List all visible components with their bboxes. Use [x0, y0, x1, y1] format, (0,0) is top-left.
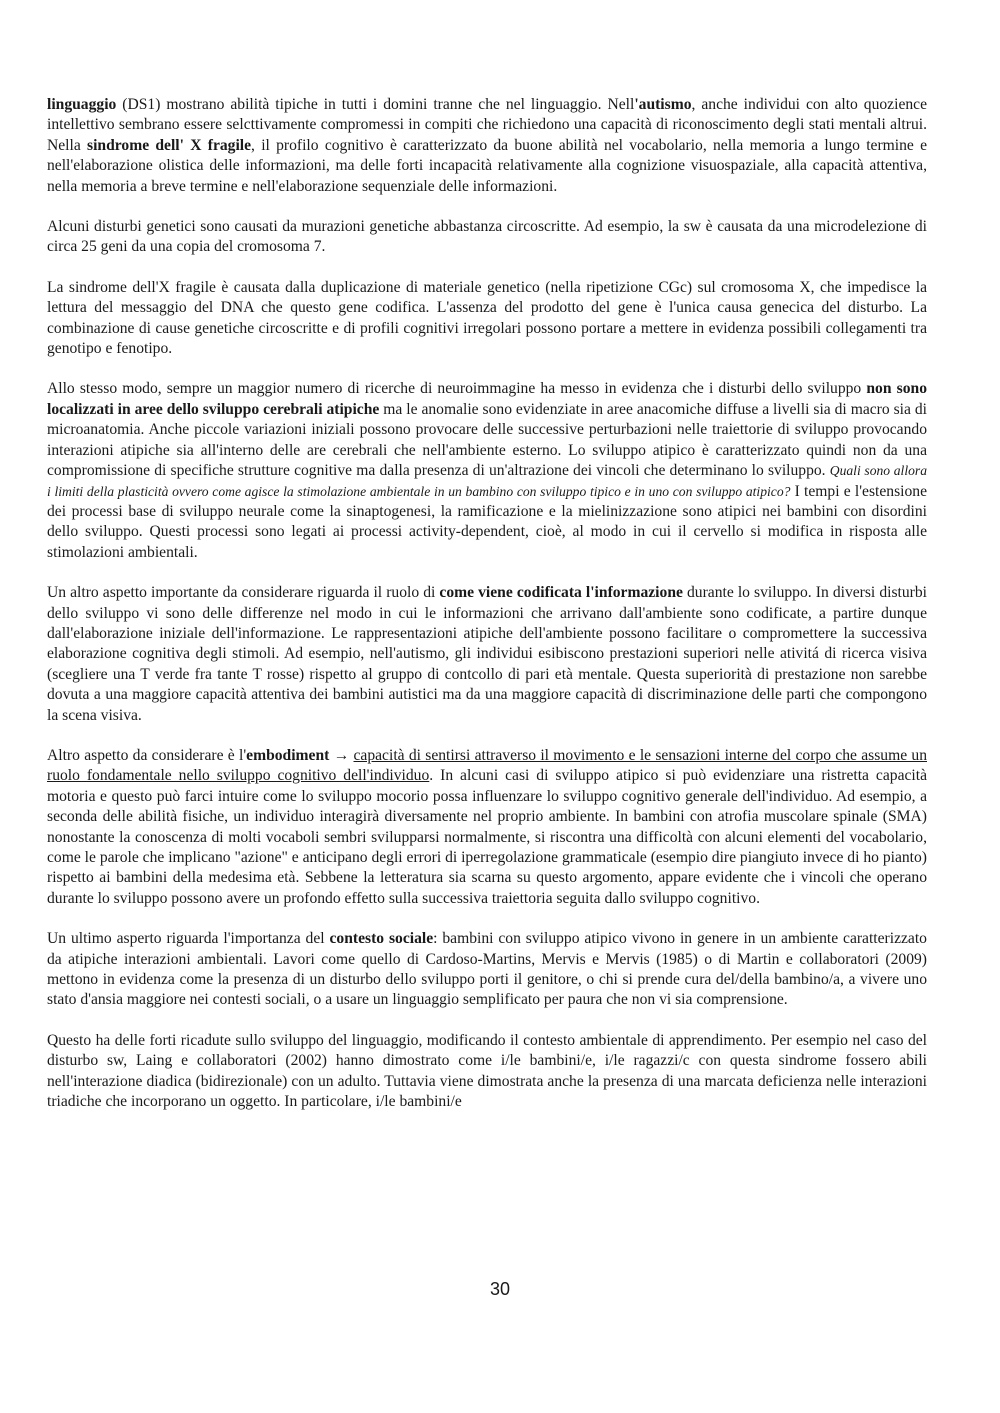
bold-term-linguaggio: linguaggio [47, 96, 117, 113]
text-run: , il profilo cognitivo è caratterizzato da buone abilità nel vocabolario, nella memoria a lungo termine e nell'elaborazione olistica delle informazioni, ma delle forti incapacità relativamente alla cognizione visuospaziale, alla capacità attentiva, nella memoria a breve termine e nell'elaborazione sequenziale delle informazioni. [47, 136, 928, 195]
underlined-definition: capacità di sentirsi attraverso il movimento e le sensazioni interne del corpo che assume un ruolo fondamentale nello sviluppo cognitivo dell'individuo [47, 746, 927, 785]
bold-phrase-codifica: come viene codificata l'informazione [439, 584, 683, 602]
bold-phrase-non-localizzati: non sono localizzati in aree dello sviluppo cerebrali atipiche [47, 380, 927, 418]
text-run: durante lo sviluppo. In diversi disturbi dello sviluppo vi sono delle differenze nel modo in cui le informazioni che arrivano dall'ambiente sono codificate, a partire dunque dall'elaborazione iniziale dell'informazione. Le rappresentazioni atipiche dell'ambiente possono facilitare o compromettere la successiva elaborazione cognitiva degli stimoli. Ad esempio, nell'autismo, gli individui esibiscono prestazioni superiori nelle ativitá di ricerca visiva (scegliere una T verde fra tante T rosse) rispetto al gruppo di contcollo di pari età mentale. Questa superiorità di prestazione non sarebbe dovuta a una maggiore capacità attentiva dei bambini autistici ma da una maggiore capacità di discriminazione delle parti che compongono la scena visiva. [47, 584, 927, 724]
document-body [47, 95, 927, 1132]
paragraph-social-context [47, 929, 927, 1011]
paragraph-genetic-mutations: Alcuni disturbi genetici sono causati da murazioni genetiche abbastanza circoscritte. Ad esempio, la sw è causata da una microdelezione di circa 25 geni da una copia del cromosoma 7. [47, 218, 927, 256]
page-number: 30 [489, 1279, 511, 1299]
paragraph-embodiment [47, 746, 927, 909]
paragraph-language-impact: Questo ha delle forti ricadute sullo sviluppo del linguaggio, modificando il contesto ambientale di apprendimento. Per esempio nel caso del disturbo sw, Laing e collaboratori (2002) hanno dimostrato come i/le bambini/e, i/le ragazzi/c con questa sindrome fossero abili nell'interazione diadica (bidirezionale) con un adulto. Tuttavia viene dimostrata anche la presenza di una marcata deficienza nelle interazioni triadiche che incorporano un oggetto. In particolare, i/le bambini/e [47, 1031, 927, 1111]
bold-term-x-fragile: sindrome dell' X fragile [87, 136, 252, 154]
text-run: I tempi e l'estensione dei processi base di sviluppo neurale come la sinaptogenesi, la ramificazione e la mielinizzazione sono atipici nei bambini con disordini dello sviluppo. Questi processi sono legati ai processi activity-dependent, cioè, al modo in cui il cervello si modifica in risposta alle stimolazioni ambientali. [47, 482, 927, 561]
text-run: Allo stesso modo, sempre un maggior numero di ricerche di neuroimmagine ha messo in evidenza che i disturbi dello sviluppo [47, 380, 867, 398]
text-run: : bambini con sviluppo atipico vivono in genere in un ambiente caratterizzato da atipiche interazioni ambientali. Lavori come quello di Cardoso-Martins, Mervis e Mervis (1985) o di Martin e collaboratori (2009) mettono in evidenza come la presenza di un disturbo dello sviluppo porti il genitore, o chi si prende cura del/della bambino/a, a vivere uno stato d'ansia maggiore nei contesti sociali, o a usare un linguaggio semplificato per paura che non vi sia comprensione. [47, 930, 927, 1009]
text-run: (DS1) mostrano abilità tipiche in tutti i domini tranne che nel linguaggio. Nell [116, 96, 635, 113]
paragraph-genetic-profiles [47, 95, 927, 197]
bold-phrase-contesto-sociale: contesto sociale [329, 930, 434, 948]
paragraph-information-coding [47, 583, 927, 726]
text-run: Un altro aspetto importante da considerare riguarda il ruolo di [47, 584, 440, 602]
text-run: , anche individui con alto quozience intellettivo sembrano essere selcttivamente compromessi in compiti che richiedono una capacità di riconoscimento degli stati mentali altrui. Nella [47, 96, 927, 154]
text-run: ma le anomalie sono evidenziate in aree anacomiche diffuse a livelli sia di macro sia di microanatomia. Anche piccole variazioni iniziali possono provocare delle successive perturbazioni nelle traiettorie di sviluppo provocando interazioni atipiche sia all'interno delle are cerebrali che nell'ambiente esterno. Lo sviluppo atipico è caratterizzato quindi non da una compromissione di specifiche strutture cognitive ma dalla presenza di un'altrazione dei vincoli che determinano lo sviluppo. [47, 400, 927, 480]
text-run: Altro aspetto da considerare è l' [47, 746, 247, 764]
paragraph-neuroimaging [47, 379, 927, 563]
text-run: . In alcuni casi di sviluppo atipico si può evidenziare una ristretta capacità motoria e questo può farci intuire come lo sviluppo mocorio possa influenzare lo sviluppo cognitivo generale dell'individuo. Ad esempio, a seconda delle abilità fisiche, un individuo interagirà diversamente nel proprio ambiente. In bambini con atrofia muscolare spinale (SMA) nonostante la conoscenza di molti vocaboli sembri svilupparsi normalmente, si riscontra una difficoltà con alcuni elementi del vocabolario, come le parole che implicano "azione" e anticipano degli errori di iperregolazione grammaticale (esempio dire piangiuto invece di ho pianto) rispetto ai bambini della medesima età. Sebbene la letteratura sia scarna su questo argomento, appare evidente che i vincoli che operano durante lo sviluppo possono avere un profondo effetto sulla successiva traiettoria seguita dallo sviluppo cognitivo. [47, 767, 927, 907]
italic-question: Quali sono allora i limiti della plasticità ovvero come agisce la stimolazione ambientale in un bambino con sviluppo tipico e in uno con sviluppo atipico? [47, 463, 927, 499]
paragraph-x-fragile-cause: La sindrome dell'X fragile è causata dalla duplicazione di materiale genetico (nella ripetizione CGc) sul cromosoma X, che impedisce la lettura del messaggio del DNA che questo gene codifica. L'assenza del prodotto del gene è l'unica causa genecica del disturbo. La combinazione di cause genetiche circoscritte e di profili cognitivi irregolari possono portare a mettere in evidenza possibili collegamenti tra genotipo e fenotipo. [47, 278, 927, 358]
arrow-symbol: → [329, 746, 354, 764]
bold-term-autismo: 'autismo [634, 96, 692, 113]
bold-term-embodiment: embodiment [246, 746, 330, 764]
text-run: Un ultimo asperto riguarda l'importanza del [47, 930, 330, 948]
